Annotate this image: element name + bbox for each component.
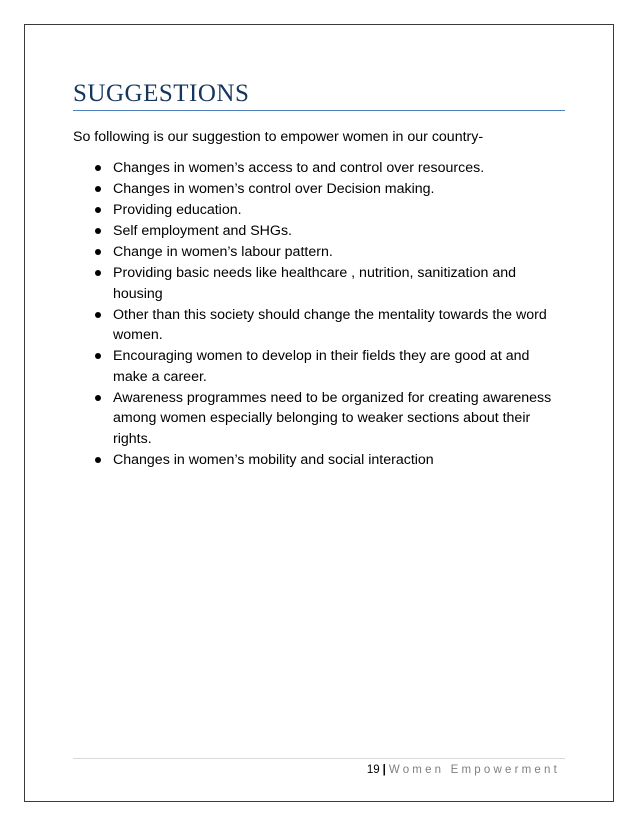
heading-underline [73, 110, 565, 111]
list-item-text: Change in women’s labour pattern. [113, 244, 333, 260]
bullet-icon [95, 457, 101, 463]
bullet-icon [95, 353, 101, 359]
page-heading: SUGGESTIONS [73, 80, 250, 107]
suggestions-list [95, 158, 565, 471]
list-item [95, 221, 565, 242]
list-item-text: Changes in women’s control over Decision making. [113, 181, 435, 197]
bullet-icon [95, 270, 101, 276]
bullet-icon [95, 207, 101, 213]
list-item-text: Self employment and SHGs. [113, 223, 292, 239]
list-item-text: Awareness programmes need to be organized for creating awareness among women especially belonging to weaker sections about their rights. [113, 389, 552, 447]
list-item-text: Other than this society should change the mentality towards the word women. [113, 306, 547, 343]
bullet-icon [95, 395, 101, 401]
list-item [95, 242, 565, 263]
footer-divider [73, 758, 565, 759]
list-item [95, 200, 565, 221]
list-item-text: Providing education. [113, 202, 242, 218]
intro-paragraph: So following is our suggestion to empower women in our country- [73, 129, 484, 145]
footer-title: Women Empowerment [388, 764, 560, 776]
bullet-icon [95, 249, 101, 255]
list-item [95, 179, 565, 200]
bullet-icon [95, 312, 101, 318]
bullet-icon [95, 228, 101, 234]
bullet-icon [95, 165, 101, 171]
list-item [95, 305, 565, 346]
list-item [95, 158, 565, 179]
list-item [95, 263, 565, 304]
list-item-text: Encouraging women to develop in their fields they are good at and make a career. [113, 348, 530, 385]
list-item [95, 450, 565, 471]
list-item-text: Providing basic needs like healthcare , nutrition, sanitization and housing [113, 265, 517, 302]
footer-separator: | [382, 764, 386, 776]
list-item [95, 388, 565, 450]
bullet-icon [95, 186, 101, 192]
list-item-text: Changes in women’s access to and control over resources. [113, 160, 485, 176]
page-footer [367, 762, 560, 778]
list-item-text: Changes in women’s mobility and social interaction [113, 451, 434, 468]
page-number: 19 [366, 764, 380, 776]
list-item [95, 346, 565, 387]
